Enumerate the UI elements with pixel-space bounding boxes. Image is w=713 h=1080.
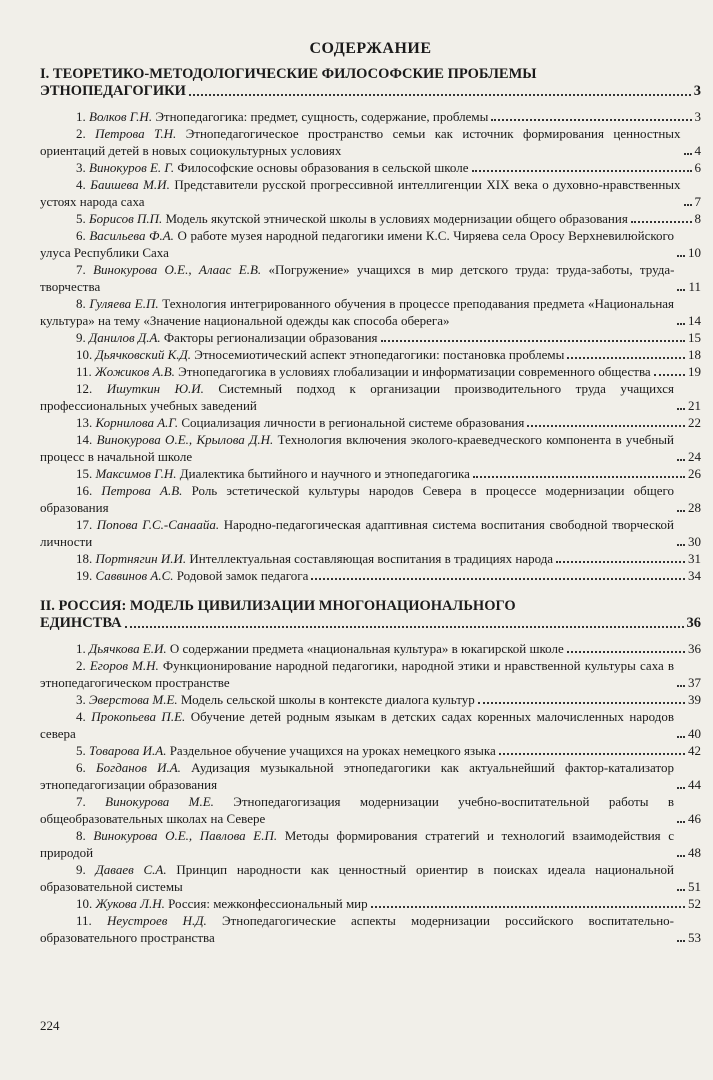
toc-entry-row — [40, 742, 701, 759]
entry-title: Этнопедагогика в условиях глобализации и информатизации современного общества — [178, 364, 651, 379]
toc-entry — [40, 657, 701, 691]
toc-entry — [40, 550, 701, 567]
entry-author: Товарова И.А. — [89, 743, 167, 758]
dot-leader — [567, 651, 685, 653]
entry-title: Этнопедагогические аспекты модернизации российского воспитательно-образовательного пространства — [40, 913, 674, 945]
entry-number: 13. — [76, 415, 93, 430]
entry-title: Россия: межконфессиональный мир — [168, 896, 368, 911]
section-page-number: 36 — [686, 615, 701, 631]
toc-entry-row — [40, 691, 701, 708]
toc-entry-row — [40, 431, 701, 465]
toc-entry — [40, 210, 701, 227]
entry-number: 5. — [76, 743, 86, 758]
entry-title: Этнопедагогизация модернизации учебно-воспитательной работы в общеобразовательных школах на Севере — [40, 794, 674, 826]
toc-entry-text — [40, 108, 488, 125]
dot-leader — [677, 510, 685, 512]
entry-title: Представители русской прогрессивной интеллигенции XIX века о духовно-нравственных устоях народа саха — [40, 177, 681, 209]
entry-number: 10. — [76, 347, 93, 362]
entry-number: 18. — [76, 551, 93, 566]
toc-entry-text — [40, 793, 674, 827]
toc-entry — [40, 793, 701, 827]
entry-page-number: 21 — [688, 398, 701, 413]
entry-page-number: 48 — [688, 845, 701, 860]
toc-entry-row — [40, 861, 701, 895]
entry-author: Петрова Т.Н. — [95, 126, 177, 141]
entry-title: Народно-педагогическая адаптивная система воспитания свободной творческой личности — [40, 517, 674, 549]
entry-page-number: 24 — [688, 449, 701, 464]
toc-entry-row — [40, 708, 701, 742]
dot-leader — [677, 685, 685, 687]
entry-number: 1. — [76, 109, 86, 124]
entry-number: 6. — [76, 760, 86, 775]
toc-entry-text — [40, 640, 564, 657]
toc-entry — [40, 691, 701, 708]
entry-author: Дьячкова Е.И. — [89, 641, 167, 656]
toc-entry — [40, 363, 701, 380]
toc-entry-text — [40, 329, 378, 346]
entry-number: 17. — [76, 517, 93, 532]
entry-title: О работе музея народной педагогики имени К.С. Чиряева села Оросу Верхневилюйского улуса Республики Саха — [40, 228, 675, 260]
dot-leader — [478, 702, 685, 704]
entry-author: Жожиков А.В. — [95, 364, 175, 379]
toc-entry — [40, 295, 701, 329]
toc-entry-row — [40, 793, 701, 827]
section-heading — [40, 598, 701, 632]
entry-author: Жукова Л.Н. — [95, 896, 165, 911]
toc-entry-text — [40, 861, 674, 895]
entry-number: 7. — [76, 794, 86, 809]
entry-author: Васильева Ф.А. — [89, 228, 174, 243]
toc-entry-text — [40, 827, 674, 861]
entry-page-number: 40 — [688, 726, 701, 741]
entry-number: 4. — [76, 709, 86, 724]
toc-entry-row — [40, 895, 701, 912]
entry-number: 9. — [76, 330, 86, 345]
toc-entry-row — [40, 295, 701, 329]
toc-entry — [40, 640, 701, 657]
toc-entry-row — [40, 125, 701, 159]
entry-title: Технология включения эколого-краеведческого компонента в учебный процесс в начальной школе — [40, 432, 674, 464]
entry-author: Эверстова М.Е. — [89, 692, 178, 707]
entry-author: Баишева М.И. — [90, 177, 170, 192]
section-title-row — [40, 615, 701, 632]
toc-entry-row — [40, 346, 701, 363]
dot-leader — [654, 374, 685, 376]
toc-entry-row — [40, 516, 701, 550]
entry-title: Методы формирования стратегий и технологий взаимодействия с природой — [40, 828, 675, 860]
dot-leader — [556, 561, 685, 563]
dot-leader — [381, 340, 685, 342]
toc-entry-row — [40, 567, 701, 584]
toc-entry — [40, 759, 701, 793]
entry-author: Прокопьева П.Е. — [91, 709, 186, 724]
entry-number: 14. — [76, 432, 93, 447]
toc-entry-text — [40, 759, 674, 793]
entry-page-number: 51 — [688, 879, 701, 894]
dot-leader — [527, 425, 685, 427]
entry-page-number: 42 — [688, 743, 701, 758]
entry-number: 11. — [76, 913, 92, 928]
entry-author: Винокурова О.Е., Павлова Е.П. — [93, 828, 278, 843]
toc-entry-text — [40, 550, 553, 567]
toc-entry — [40, 414, 701, 431]
entry-title: Этнопедагогическое пространство семьи как источник формирования ценностных ориентаций детей в новых социокультурных условиях — [40, 126, 681, 158]
toc-entry-text — [40, 431, 674, 465]
section-title-row — [40, 83, 701, 100]
entry-page-number: 14 — [688, 313, 701, 328]
entry-title: Социализация личности в региональной системе образования — [181, 415, 525, 430]
toc-entry-row — [40, 329, 701, 346]
toc-entry — [40, 516, 701, 550]
toc-entry-row — [40, 482, 701, 516]
dot-leader — [677, 323, 685, 325]
toc-entry-row — [40, 261, 701, 295]
entry-page-number: 34 — [688, 568, 701, 583]
toc-entry-text — [40, 159, 469, 176]
entry-title: Аудизация музыкальной этнопедагогики как актуальнейший фактор-катализатор этнопедагогизации образования — [40, 760, 674, 792]
entry-number: 16. — [76, 483, 93, 498]
entry-title: Родовой замок педагога — [176, 568, 309, 583]
toc-entry-text — [40, 380, 674, 414]
entry-page-number: 7 — [694, 194, 701, 209]
entry-author: Винокурова О.Е., Алаас Е.В. — [93, 262, 262, 277]
entry-number: 15. — [76, 466, 93, 481]
entry-title: Философские основы образования в сельской школе — [177, 160, 469, 175]
entry-page-number: 15 — [688, 330, 701, 345]
toc-entry-text — [40, 691, 475, 708]
toc-entry — [40, 380, 701, 414]
entry-title: Этносемиотический аспект этнопедагогики: постановка проблемы — [194, 347, 565, 362]
dot-leader — [491, 119, 691, 121]
entry-page-number: 28 — [688, 500, 701, 515]
entry-author: Винокурова М.Е. — [105, 794, 214, 809]
entry-number: 6. — [76, 228, 86, 243]
toc-entry — [40, 176, 701, 210]
toc-entry-text — [40, 261, 674, 295]
entry-number: 3. — [76, 160, 86, 175]
entry-title: О содержании предмета «национальная культура» в юкагирской школе — [169, 641, 564, 656]
toc-entry-text — [40, 346, 564, 363]
entry-page-number: 39 — [688, 692, 701, 707]
section-title-line1: I. ТЕОРЕТИКО-МЕТОДОЛОГИЧЕСКИЕ ФИЛОСОФСКИЕ ПРОБЛЕМЫ — [40, 66, 537, 82]
entry-author: Борисов П.П. — [89, 211, 163, 226]
toc-entry-text — [40, 227, 674, 261]
entry-number: 11. — [76, 364, 92, 379]
dot-leader — [677, 821, 685, 823]
dot-leader — [567, 357, 685, 359]
toc-entry-row — [40, 550, 701, 567]
table-of-contents — [40, 66, 701, 946]
section-title-line2: ЭТНОПЕДАГОГИКИ — [40, 83, 186, 99]
entry-page-number: 22 — [688, 415, 701, 430]
toc-entry — [40, 465, 701, 482]
dot-leader — [684, 153, 692, 155]
entry-title: Обучение детей родным языкам в детских садах коренных малочисленных народов севера — [40, 709, 674, 741]
dot-leader — [677, 889, 685, 891]
toc-entry-row — [40, 363, 701, 380]
toc-entry — [40, 895, 701, 912]
entry-author: Дьячковский К.Д. — [95, 347, 191, 362]
section-title-line2: ЕДИНСТВА — [40, 615, 122, 631]
toc-entry-text — [40, 465, 470, 482]
entry-author: Неустроев Н.Д. — [106, 913, 207, 928]
entry-author: Винокурова О.Е., Крылова Д.Н. — [96, 432, 274, 447]
entry-number: 8. — [76, 296, 86, 311]
entry-page-number: 37 — [688, 675, 701, 690]
toc-entry-row — [40, 912, 701, 946]
dot-leader — [677, 255, 685, 257]
entry-page-number: 3 — [694, 109, 701, 124]
entry-number: 19. — [76, 568, 93, 583]
entry-page-number: 8 — [694, 211, 701, 226]
entry-number: 1. — [76, 641, 86, 656]
toc-entry — [40, 742, 701, 759]
entry-title: Факторы регионализации образования — [163, 330, 378, 345]
toc-entry — [40, 567, 701, 584]
section-heading — [40, 66, 701, 100]
section-title-line1: II. РОССИЯ: МОДЕЛЬ ЦИВИЛИЗАЦИИ МНОГОНАЦИОНАЛЬНОГО — [40, 598, 516, 614]
entry-number: 2. — [76, 658, 86, 673]
entry-page-number: 11 — [688, 279, 701, 294]
dot-leader — [371, 906, 685, 908]
entry-page-number: 18 — [688, 347, 701, 362]
dot-leader — [684, 204, 692, 206]
toc-entry-text — [40, 912, 674, 946]
entry-page-number: 46 — [688, 811, 701, 826]
entry-page-number: 10 — [688, 245, 701, 260]
toc-entry — [40, 827, 701, 861]
toc-entry — [40, 912, 701, 946]
entry-title: Интеллектуальная составляющая воспитания в традициях народа — [189, 551, 554, 566]
toc-entry — [40, 227, 701, 261]
toc-entry-text — [40, 295, 674, 329]
entry-author: Портнягин И.И. — [95, 551, 187, 566]
entry-page-number: 31 — [688, 551, 701, 566]
dot-leader — [677, 940, 685, 942]
toc-entry — [40, 346, 701, 363]
toc-entry-row — [40, 159, 701, 176]
entry-title: Модель якутской этнической школы в условиях модернизации общего образования — [165, 211, 628, 226]
dot-leader — [677, 408, 685, 410]
entry-author: Винокуров Е. Г. — [89, 160, 175, 175]
entry-author: Егоров М.Н. — [89, 658, 159, 673]
toc-entry-text — [40, 708, 674, 742]
toc-entry-row — [40, 380, 701, 414]
entry-title: Технология интегрированного обучения в процессе преподавания предмета «Национальная культура» на тему «Значение национальной одежды как способа оберега» — [40, 296, 675, 328]
toc-entry — [40, 329, 701, 346]
entry-page-number: 19 — [688, 364, 701, 379]
toc-entry-row — [40, 759, 701, 793]
toc-entry-row — [40, 827, 701, 861]
toc-entry-row — [40, 108, 701, 125]
page-number: 224 — [40, 1018, 60, 1033]
entry-number: 4. — [76, 177, 86, 192]
dot-leader — [473, 476, 685, 478]
entry-page-number: 6 — [694, 160, 701, 175]
entry-number: 12. — [76, 381, 93, 396]
toc-entry-row — [40, 176, 701, 210]
entry-author: Корнилова А.Г. — [95, 415, 179, 430]
toc-entry-text — [40, 414, 524, 431]
entry-author: Максимов Г.Н. — [95, 466, 177, 481]
entry-author: Гуляева Е.П. — [89, 296, 159, 311]
toc-title: СОДЕРЖАНИЕ — [309, 40, 432, 57]
toc-entry — [40, 431, 701, 465]
toc-entry-row — [40, 640, 701, 657]
entry-title: Диалектика бытийного и научного и этнопедагогика — [179, 466, 470, 481]
toc-entry-row — [40, 465, 701, 482]
section-page-number: 3 — [693, 83, 701, 99]
entry-number: 7. — [76, 262, 86, 277]
toc-entry-row — [40, 227, 701, 261]
toc-entry-text — [40, 657, 674, 691]
toc-entry-text — [40, 176, 681, 210]
toc-entry — [40, 861, 701, 895]
entry-number: 2. — [76, 126, 86, 141]
entry-number: 5. — [76, 211, 86, 226]
entry-author: Петрова А.В. — [101, 483, 183, 498]
entry-number: 9. — [76, 862, 86, 877]
dot-leader — [677, 736, 685, 738]
entry-title: Роль эстетической культуры народов Севера в процессе модернизации общего образования — [40, 483, 675, 515]
entry-author: Попова Г.С.-Санаайа. — [96, 517, 220, 532]
dot-leader — [677, 459, 685, 461]
dot-leader — [472, 170, 692, 172]
toc-entry — [40, 482, 701, 516]
toc-entry-text — [40, 482, 674, 516]
entry-page-number: 53 — [688, 930, 701, 945]
dot-leader — [189, 94, 691, 96]
entry-page-number: 36 — [688, 641, 701, 656]
entry-title: «Погружение» учащихся в мир детского труда: труда-заботы, труда-творчества — [40, 262, 675, 294]
toc-entry — [40, 108, 701, 125]
entry-author: Саввинов А.С. — [95, 568, 174, 583]
dot-leader — [631, 221, 692, 223]
toc-entry-text — [40, 125, 681, 159]
dot-leader — [677, 289, 685, 291]
dot-leader — [311, 578, 685, 580]
entry-author: Ишуткин Ю.И. — [106, 381, 204, 396]
section-divider — [40, 584, 701, 592]
toc-entry-text — [40, 363, 651, 380]
dot-leader — [677, 787, 685, 789]
dot-leader — [677, 544, 685, 546]
entry-title: Этнопедагогика: предмет, сущность, содержание, проблемы — [155, 109, 489, 124]
entry-author: Даваев С.А. — [95, 862, 167, 877]
entry-title: Функционирование народной педагогики, народной этики и нравственной культуры саха в этнопедагогическом пространстве — [40, 658, 675, 690]
entry-page-number: 30 — [688, 534, 701, 549]
entry-number: 3. — [76, 692, 86, 707]
dot-leader — [499, 753, 685, 755]
entry-page-number: 52 — [688, 896, 701, 911]
dot-leader — [125, 626, 684, 628]
entry-number: 10. — [76, 896, 93, 911]
dot-leader — [677, 855, 685, 857]
toc-entry-row — [40, 414, 701, 431]
entry-title: Принцип народности как ценностный ориентир в поисках идеала национальной образовательной системы — [40, 862, 675, 894]
toc-entry — [40, 708, 701, 742]
toc-entry — [40, 159, 701, 176]
entry-author: Богданов И.А. — [95, 760, 181, 775]
entry-title: Раздельное обучение учащихся на уроках немецкого языка — [169, 743, 496, 758]
toc-entry-text — [40, 742, 496, 759]
toc-entry-row — [40, 210, 701, 227]
entry-title: Системный подход к организации производительного труда учащихся профессиональных учебных заведений — [40, 381, 675, 413]
entry-author: Волков Г.Н. — [89, 109, 153, 124]
entry-page-number: 26 — [688, 466, 701, 481]
toc-entry — [40, 261, 701, 295]
entry-author: Данилов Д.А. — [89, 330, 161, 345]
toc-entry-text — [40, 567, 308, 584]
toc-entry-text — [40, 516, 674, 550]
toc-entry-text — [40, 210, 628, 227]
toc-entry-text — [40, 895, 368, 912]
entry-title: Модель сельской школы в контексте диалога культур — [180, 692, 475, 707]
entry-page-number: 4 — [694, 143, 701, 158]
entry-page-number: 44 — [688, 777, 701, 792]
entry-number: 8. — [76, 828, 86, 843]
toc-entry-row — [40, 657, 701, 691]
toc-entry — [40, 125, 701, 159]
